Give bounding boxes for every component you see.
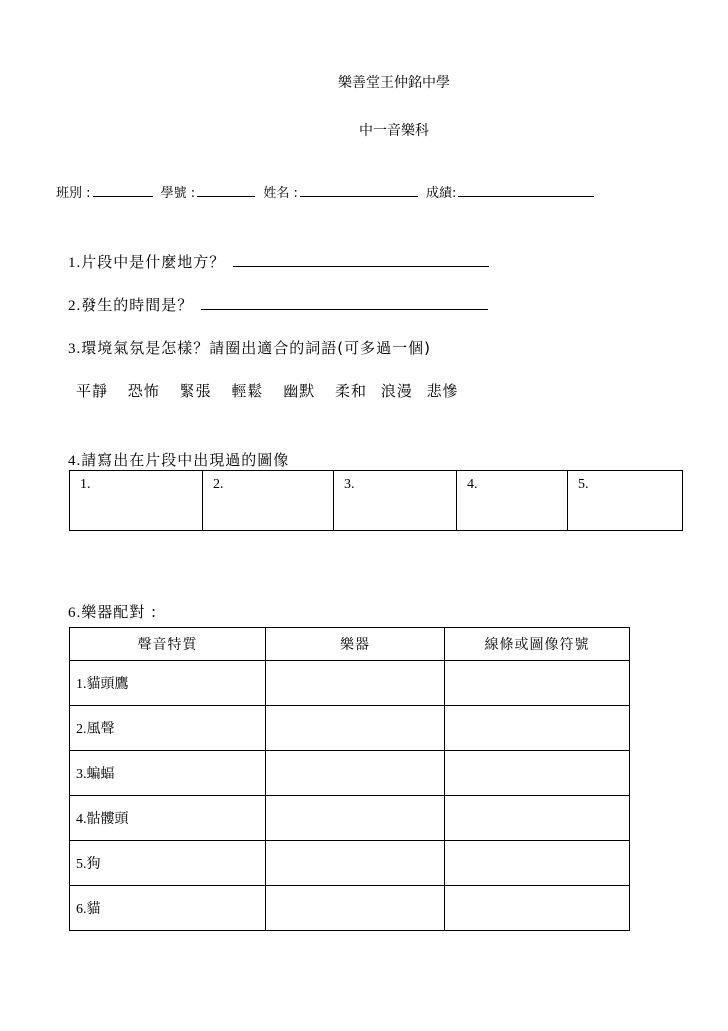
- number-blank[interactable]: [197, 184, 255, 197]
- sound-cell: 3.蝙蝠: [70, 751, 266, 796]
- mood-word[interactable]: 平靜: [76, 382, 109, 400]
- table-header-row: [70, 628, 630, 661]
- symbol-answer-cell[interactable]: [445, 661, 630, 706]
- table-row: [70, 841, 630, 886]
- symbol-answer-cell[interactable]: [445, 751, 630, 796]
- question-3: [68, 337, 431, 358]
- symbol-answer-cell[interactable]: [445, 886, 630, 931]
- question-1-number: 1.: [68, 255, 82, 271]
- class-label: 班別 :: [56, 186, 91, 201]
- mood-word[interactable]: 悲慘: [426, 382, 459, 400]
- number-label: 學號 :: [160, 186, 196, 201]
- question-6-number: 6.: [68, 605, 82, 621]
- subject-title: 中一音樂科: [359, 123, 429, 139]
- symbol-answer-cell[interactable]: [445, 841, 630, 886]
- mood-word[interactable]: 柔和: [334, 382, 367, 400]
- header-sound-quality: 聲音特質: [70, 628, 266, 661]
- instrument-answer-cell[interactable]: [266, 661, 445, 706]
- instrument-answer-cell[interactable]: [266, 706, 445, 751]
- sound-cell: 6.貓: [70, 886, 266, 931]
- name-label: 姓名 :: [263, 186, 298, 201]
- instrument-answer-cell[interactable]: [266, 796, 445, 841]
- mood-word[interactable]: 恐怖: [127, 382, 160, 400]
- question-2-text: 發生的時間是？: [81, 296, 194, 314]
- header-symbol: 線條或圖像符號: [445, 628, 630, 661]
- question-1: [68, 251, 489, 272]
- mood-word[interactable]: 浪漫: [380, 382, 413, 400]
- header-instrument: 樂器: [266, 628, 445, 661]
- image-cell-4[interactable]: 4.: [457, 471, 568, 531]
- table-row: [70, 706, 630, 751]
- score-blank[interactable]: [458, 184, 594, 197]
- question-2-answer-line[interactable]: [201, 295, 488, 310]
- image-cell-5[interactable]: 5.: [568, 471, 683, 531]
- question-6: [68, 601, 157, 622]
- table-row: [70, 751, 630, 796]
- question-1-answer-line[interactable]: [233, 252, 489, 267]
- question-4-text: 請寫出在片段中出現過的圖像: [81, 451, 290, 469]
- sound-cell: 1.貓頭鷹: [70, 661, 266, 706]
- table-row: [70, 796, 630, 841]
- sound-cell: 5.狗: [70, 841, 266, 886]
- instrument-matching-table: [69, 627, 630, 931]
- image-cell-3[interactable]: 3.: [334, 471, 457, 531]
- instrument-answer-cell[interactable]: [266, 751, 445, 796]
- mood-word-list: [76, 380, 473, 401]
- question-2: [68, 294, 488, 315]
- mood-word[interactable]: 幽默: [283, 382, 316, 400]
- symbol-answer-cell[interactable]: [445, 706, 630, 751]
- question-1-text: 片段中是什麼地方？: [81, 253, 226, 271]
- student-info-line: [56, 182, 598, 201]
- table-row: [70, 886, 630, 931]
- image-cell-2[interactable]: 2.: [203, 471, 334, 531]
- name-blank[interactable]: [300, 184, 418, 197]
- question-6-text: 樂器配對 :: [81, 603, 158, 621]
- sound-cell: 2.風聲: [70, 706, 266, 751]
- class-blank[interactable]: [93, 184, 153, 197]
- mood-word[interactable]: 緊張: [179, 382, 212, 400]
- table-row: [70, 661, 630, 706]
- question-3-text: 環境氣氛是怎樣？請圈出適合的詞語(可多過一個): [81, 339, 431, 357]
- score-label: 成績:: [425, 186, 457, 201]
- question-4: [68, 449, 289, 470]
- mood-word[interactable]: 輕鬆: [231, 382, 264, 400]
- instrument-answer-cell[interactable]: [266, 886, 445, 931]
- sound-cell: 4.骷髏頭: [70, 796, 266, 841]
- instrument-answer-cell[interactable]: [266, 841, 445, 886]
- image-answer-table: [69, 470, 683, 531]
- image-cell-1[interactable]: 1.: [70, 471, 203, 531]
- symbol-answer-cell[interactable]: [445, 796, 630, 841]
- question-2-number: 2.: [68, 298, 82, 314]
- question-4-number: 4.: [68, 453, 82, 469]
- school-title: 樂善堂王仲銘中學: [338, 75, 450, 91]
- question-3-number: 3.: [68, 341, 82, 357]
